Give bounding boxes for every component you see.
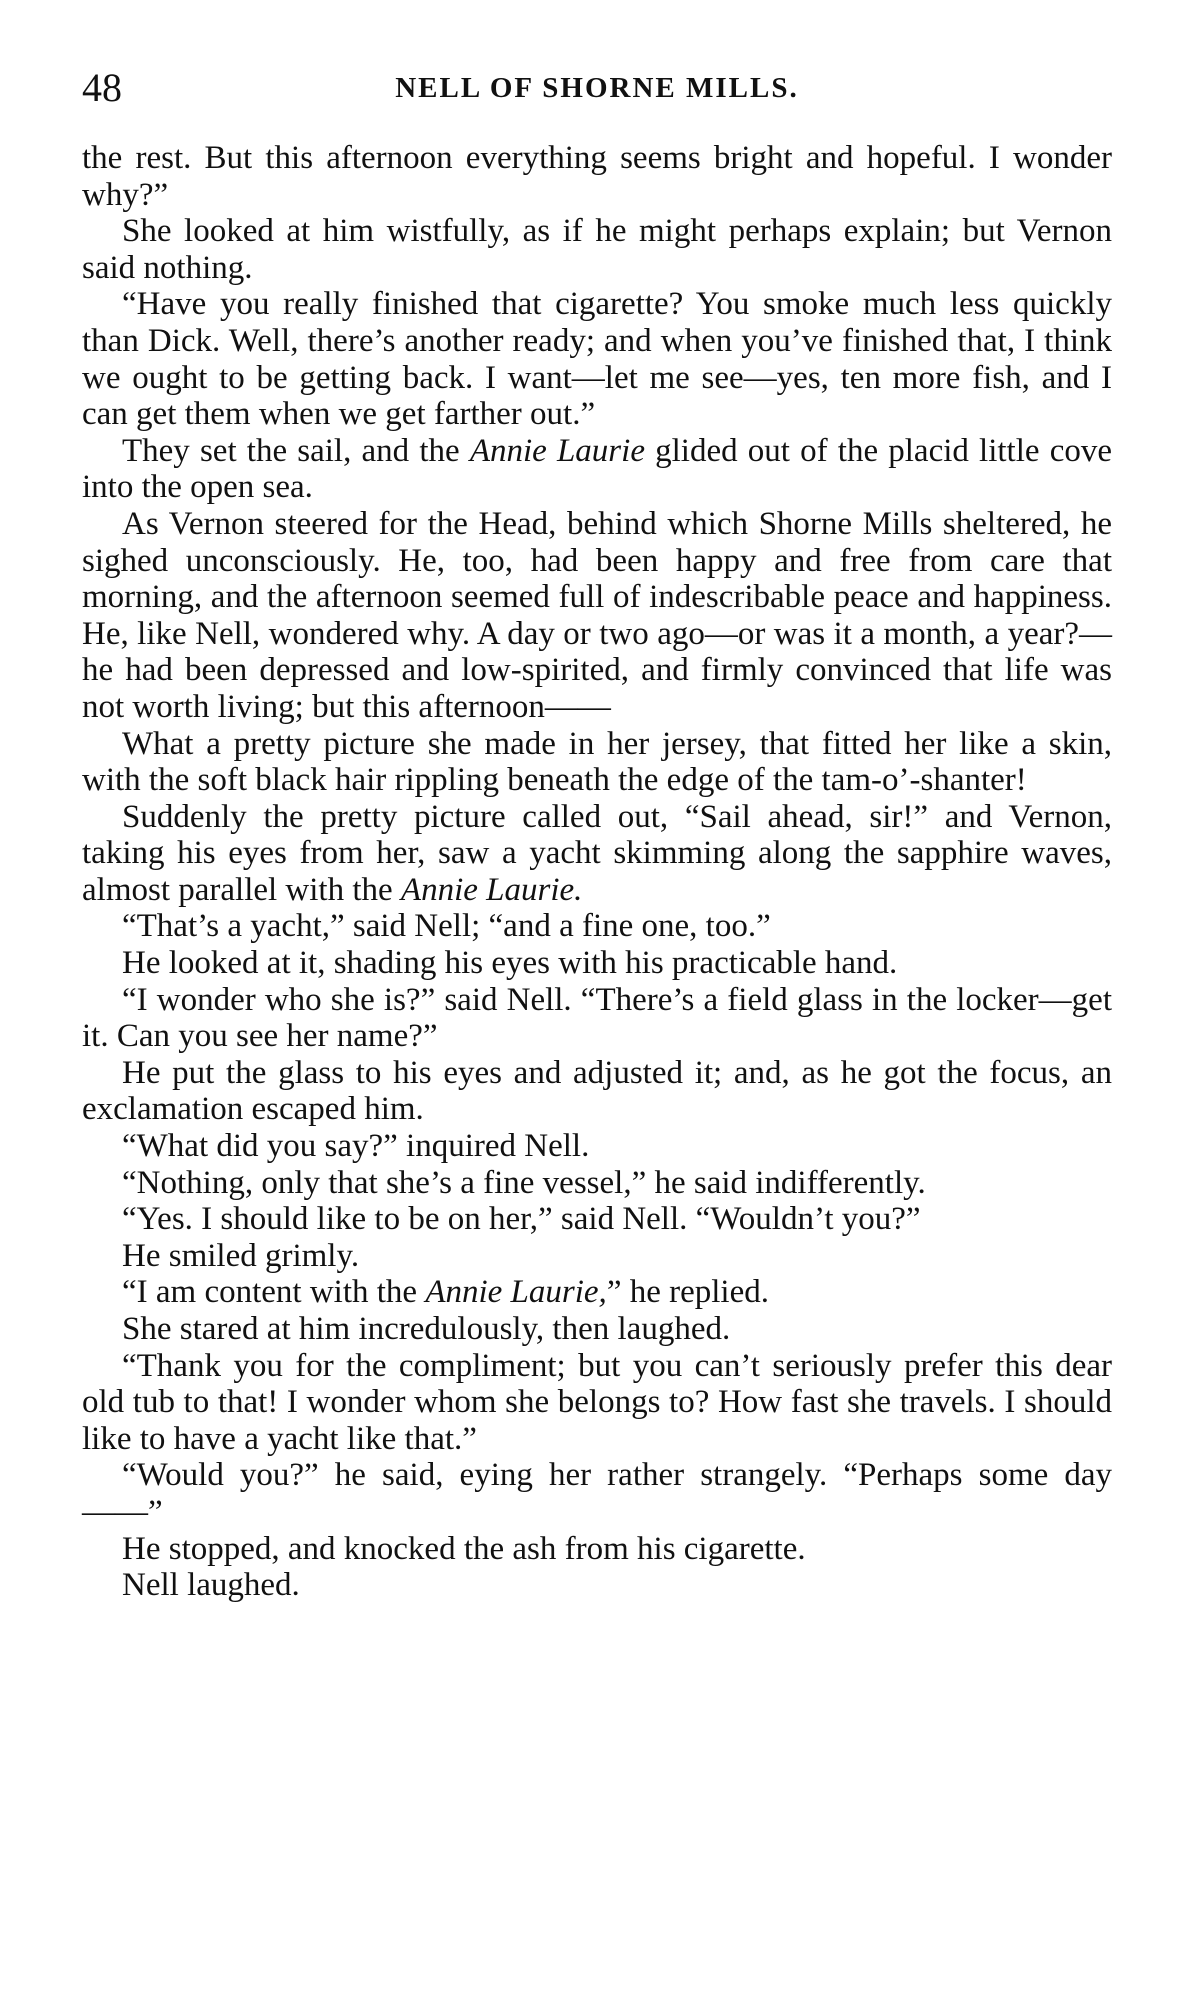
italic-text: Annie Laurie. — [400, 871, 583, 908]
text-run: “Thank you for the compliment; but you can’t seriously prefer this dear old tub to that! I wonder whom she belongs to? How fast she travels. I should like to have a yacht like that.” — [82, 1347, 1112, 1457]
text-run: “Nothing, only that she’s a fine vessel,” he said indifferently. — [122, 1164, 926, 1201]
paragraph — [82, 945, 1112, 982]
text-run: As Vernon steered for the Head, behind which Shorne Mills sheltered, he sighed unconsciously. He, too, had been happy and free from care that morning, and the afternoon seemed full of indescribable peace and happiness. He, like Nell, wondered why. A day or two ago—or was it a month, a year?—he had been depressed and low-spirited, and firmly convinced that life was not worth living; but this afternoon—— — [82, 505, 1112, 725]
book-page — [82, 62, 1112, 1604]
text-run: “That’s a yacht,” said Nell; “and a fine one, too.” — [122, 908, 771, 945]
paragraph — [82, 908, 1112, 945]
text-run: Nell laughed. — [122, 1567, 300, 1604]
paragraph — [82, 1311, 1112, 1348]
paragraph — [82, 506, 1112, 726]
paragraph — [82, 1567, 1112, 1604]
paragraph — [82, 1274, 1112, 1311]
text-run: She stared at him incredulously, then laughed. — [122, 1311, 731, 1347]
text-run: “What did you say?” inquired Nell. — [122, 1128, 590, 1165]
body-text — [82, 140, 1112, 1604]
text-run: He smiled grimly. — [122, 1237, 360, 1274]
paragraph — [82, 286, 1112, 432]
page-number: 48 — [82, 65, 122, 110]
text-run: What a pretty picture she made in her jersey, that fitted her like a skin, with the soft black hair rippling beneath the edge of the tam-o’-shanter! — [82, 725, 1112, 799]
paragraph — [82, 1457, 1112, 1530]
text-run: glided out of the placid little cove into the open sea. — [82, 432, 1112, 506]
text-run: ” he replied. — [606, 1274, 769, 1311]
text-run: “Would you?” he said, eying her rather strangely. “Perhaps some day——” — [82, 1457, 1112, 1530]
text-run: He looked at it, shading his eyes with his practicable hand. — [122, 945, 898, 982]
text-run: “I am content with the — [122, 1274, 426, 1311]
italic-text: Annie Laurie — [469, 432, 645, 469]
paragraph — [82, 433, 1112, 506]
text-run: She looked at him wistfully, as if he might perhaps explain; but Vernon said nothing. — [82, 213, 1112, 286]
page-header — [82, 62, 1112, 114]
paragraph — [82, 1128, 1112, 1165]
text-run: He stopped, and knocked the ash from his cigarette. — [122, 1530, 806, 1567]
text-run: Suddenly the pretty picture called out, “Sail ahead, sir!” and Vernon, taking his eyes from her, saw a yacht skimming along the sapphire waves, almost parallel with the — [82, 798, 1112, 908]
paragraph — [82, 1348, 1112, 1458]
paragraph — [82, 1165, 1112, 1202]
paragraph — [82, 799, 1112, 909]
paragraph — [82, 1238, 1112, 1275]
italic-text: Annie Laurie, — [425, 1274, 607, 1311]
paragraph — [82, 726, 1112, 799]
running-title: NELL OF SHORNE MILLS. — [395, 72, 799, 104]
text-run: “Yes. I should like to be on her,” said Nell. “Wouldn’t you?” — [122, 1201, 921, 1238]
paragraph — [82, 1201, 1112, 1238]
paragraph — [82, 213, 1112, 286]
paragraph — [82, 1531, 1112, 1568]
text-run: “Have you really finished that cigarette? You smoke much less quickly than Dick. Well, there’s another ready; and when you’ve finished that, I think we ought to be getting back. I want—let me see—yes, ten more fish, and I can get them when we get farther out.” — [82, 286, 1112, 433]
paragraph — [82, 1055, 1112, 1128]
paragraph — [82, 982, 1112, 1055]
paragraph — [82, 140, 1112, 213]
text-run: He put the glass to his eyes and adjusted it; and, as he got the focus, an exclamation escaped him. — [82, 1054, 1112, 1128]
text-run: “I wonder who she is?” said Nell. “There’s a field glass in the locker—get it. Can you see her name?” — [82, 981, 1112, 1055]
text-run: the rest. But this afternoon everything seems bright and hopeful. I wonder why?” — [82, 140, 1112, 213]
text-run: They set the sail, and the — [122, 432, 470, 469]
